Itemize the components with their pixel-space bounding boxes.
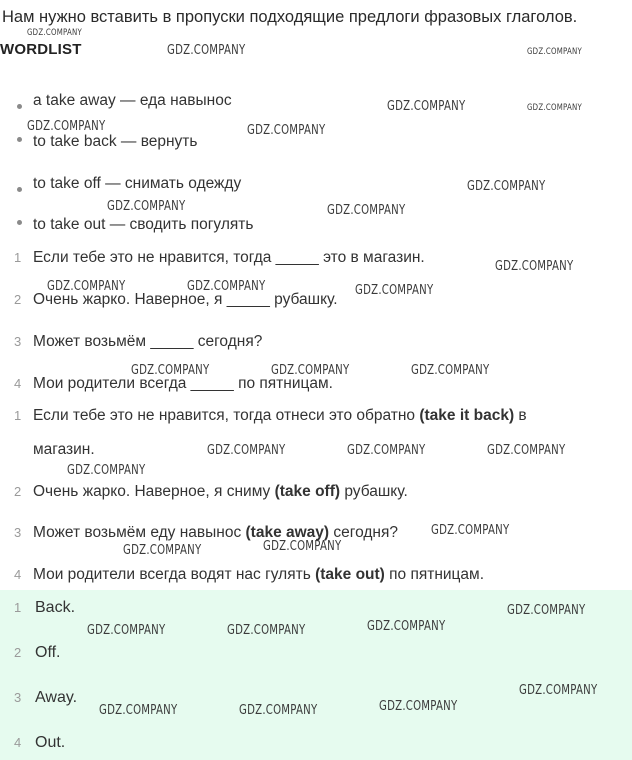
watermark: GDZ.COMPANY — [347, 443, 426, 458]
bullet-icon — [17, 104, 22, 109]
answer-item: 1 Back. — [14, 599, 76, 616]
answer-item: 2 Off. — [14, 644, 61, 661]
wordlist-item: to take off — снимать одежду — [17, 175, 241, 193]
watermark: GDZ.COMPANY — [239, 703, 318, 718]
watermark: GDZ.COMPANY — [507, 603, 586, 618]
watermark: GDZ.COMPANY — [379, 699, 458, 714]
watermark: GDZ.COMPANY — [167, 43, 246, 58]
watermark: GDZ.COMPANY — [187, 279, 266, 294]
bullet-icon — [17, 220, 22, 225]
watermark: GDZ.COMPANY — [487, 443, 566, 458]
wordlist-item: to take out — сводить погулять — [17, 216, 253, 234]
watermark: GDZ.COMPANY — [207, 443, 286, 458]
wordlist-item: a take away — еда навынос — [17, 92, 232, 110]
watermark: GDZ.COMPANY — [27, 119, 106, 134]
watermark: GDZ.COMPANY — [527, 47, 583, 57]
watermark: GDZ.COMPANY — [107, 199, 186, 214]
translation-item: 4 Мои родители всегда водят нас гулять (take out) по пятницам. — [14, 566, 485, 583]
watermark: GDZ.COMPANY — [99, 703, 178, 718]
translation-item: 3 Может возьмём еду навынос (take away) сегодня? — [14, 524, 398, 541]
wordlist-item: to take back — вернуть — [17, 133, 197, 151]
answer-item: 4 Out. — [14, 734, 66, 751]
watermark: GDZ.COMPANY — [227, 623, 306, 638]
watermark: GDZ.COMPANY — [431, 523, 510, 538]
exercise-item: 4 Мои родители всегда _____ по пятницам. — [14, 375, 333, 392]
watermark: GDZ.COMPANY — [87, 623, 166, 638]
translation-item: 2 Очень жарко. Наверное, я сниму (take off) рубашку. — [14, 483, 408, 500]
task-instruction: Нам нужно вставить в пропуски подходящие предлоги фразовых глаголов. — [2, 8, 578, 26]
watermark: GDZ.COMPANY — [47, 279, 126, 294]
exercise-item: 3 Может возьмём _____ сегодня? — [14, 333, 263, 350]
watermark: GDZ.COMPANY — [67, 463, 146, 478]
watermark: GDZ.COMPANY — [131, 363, 210, 378]
watermark: GDZ.COMPANY — [527, 103, 583, 113]
bullet-icon — [17, 187, 22, 192]
translation-item: 1 Если тебе это не нравится, тогда отнеси это обратно (take it back) в — [14, 407, 527, 424]
watermark: GDZ.COMPANY — [355, 283, 434, 298]
bullet-icon — [17, 137, 22, 142]
watermark: GDZ.COMPANY — [467, 179, 546, 194]
watermark: GDZ.COMPANY — [495, 259, 574, 274]
watermark: GDZ.COMPANY — [247, 123, 326, 138]
watermark: GDZ.COMPANY — [327, 203, 406, 218]
answer-item: 3 Away. — [14, 689, 78, 706]
watermark: GDZ.COMPANY — [519, 683, 598, 698]
watermark: GDZ.COMPANY — [271, 363, 350, 378]
watermark: GDZ.COMPANY — [263, 539, 342, 554]
watermark: GDZ.COMPANY — [411, 363, 490, 378]
exercise-item: 1 Если тебе это не нравится, тогда _____ это в магазин. — [14, 249, 425, 266]
exercise-item: 2 Очень жарко. Наверное, я _____ рубашку. — [14, 291, 338, 308]
watermark: GDZ.COMPANY — [123, 543, 202, 558]
watermark: GDZ.COMPANY — [367, 619, 446, 634]
watermark: GDZ.COMPANY — [27, 28, 83, 38]
translation-continuation: магазин. — [33, 441, 95, 458]
watermark: GDZ.COMPANY — [387, 99, 466, 114]
wordlist-heading: WORDLIST — [0, 41, 82, 58]
